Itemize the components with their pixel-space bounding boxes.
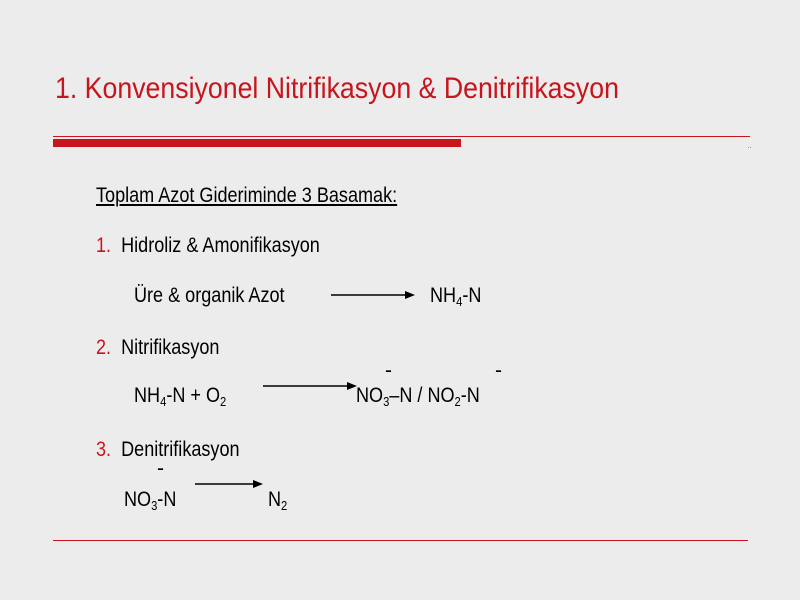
step-2-name: Nitrifikasyon: [121, 336, 220, 359]
step-2-title: [96, 336, 219, 360]
step-3-name: Denitrifikasyon: [121, 438, 240, 461]
charge-sign-no3-step3: -: [157, 457, 164, 480]
step-1-product: $NH_4-N$: [430, 284, 482, 309]
step-1-title: [96, 234, 320, 258]
step-1-number: 1.: [96, 234, 112, 257]
step-2-reactant: $NH_4-N + O_2$: [134, 384, 227, 409]
step-1-name: Hidroliz & Amonifikasyon: [121, 234, 320, 257]
footer-rule: [53, 540, 748, 541]
title-rule-thin: [53, 136, 750, 137]
step-3-reactant: $NO_3-N$: [124, 488, 177, 513]
section-heading: Toplam Azot Gideriminde 3 Basamak:: [96, 184, 398, 207]
charge-sign-no3: -: [385, 359, 392, 382]
step-1-reactant: Üre & organik Azot: [134, 284, 285, 307]
charge-sign-no2: -: [495, 359, 502, 382]
reaction-arrow-2: [263, 380, 359, 392]
reaction-arrow-3: [195, 478, 265, 490]
reaction-arrow-1: [331, 289, 417, 301]
step-3-title: [96, 438, 240, 462]
step-2-number: 2.: [96, 336, 112, 359]
slide-title: 1. Konvensiyonel Nitrifikasyon & Denitrifikasyon: [55, 72, 619, 105]
title-rule-dots: [748, 147, 751, 149]
title-rule-thick: [53, 139, 461, 147]
step-3-number: 3.: [96, 438, 112, 461]
step-3-product: $N_2$: [268, 488, 288, 513]
step-2-product: $NO_3-N / NO_2-N$: [356, 384, 480, 409]
